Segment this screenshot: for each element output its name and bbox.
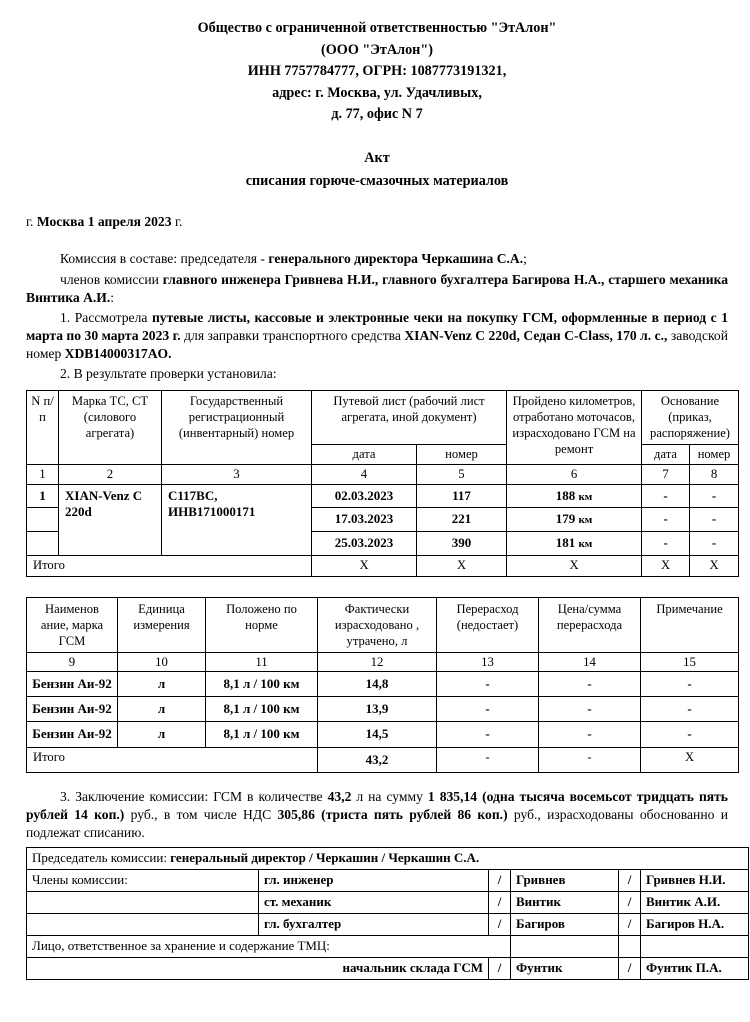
th-registration-number: Государственный регистрационный (инвентарный) номер: [162, 391, 312, 465]
conclusion-text-d: руб., израсходованы обоснованно и подлежат списанию.: [26, 807, 728, 841]
conclusion-amount: 1 835,14 (одна тысяча восемьсот тридцать пять рублей 14 коп.): [26, 789, 728, 823]
th-waybill-date: дата: [312, 444, 417, 465]
member-position: гл. бухгалтер: [259, 914, 489, 936]
slash-separator: /: [489, 914, 511, 936]
storage-signature: Фунтик: [511, 957, 619, 979]
colnum-9: 9: [27, 652, 118, 671]
city-date-suffix: г.: [174, 214, 183, 230]
organization-header: [26, 18, 728, 126]
total-basis-date: X: [642, 556, 690, 577]
cell-waybill-number: 390: [417, 532, 507, 556]
org-address-line1: адрес: г. Москва, ул. Удачливых,: [272, 84, 482, 101]
cell-norm: 8,1 л / 100 км: [206, 697, 318, 722]
chairman-label: Председатель комиссии:: [32, 850, 171, 866]
vehicle-mileage-table: [26, 390, 739, 577]
colnum-14: 14: [539, 652, 641, 671]
storage-responsible-label: Лицо, ответственное за хранение и содержание ТМЦ:: [27, 936, 511, 958]
signatures-table: [26, 847, 749, 979]
cell-waybill-date: 02.03.2023: [312, 484, 417, 508]
table1-header-row: [27, 391, 739, 445]
members-intro-text: членов комиссии: [60, 271, 163, 287]
mileage-unit: км: [578, 490, 593, 503]
fuel-consumption-table: [26, 597, 739, 773]
document-subtitle: списания горюче-смазочных материалов: [245, 173, 509, 190]
storage-position: начальник склада ГСМ: [27, 957, 489, 979]
colnum-1: 1: [27, 465, 59, 484]
cell-basis-number: -: [690, 508, 739, 532]
conclusion-vat: 305,86 (триста пять рублей 86 коп.): [277, 807, 508, 823]
cell-basis-date: -: [642, 508, 690, 532]
cell-actual: 14,8: [318, 671, 437, 696]
member-signature: Багиров: [511, 914, 619, 936]
th-waybill: Путевой лист (рабочий лист агрегата, иной документ): [312, 391, 507, 445]
cell-basis-number: -: [690, 484, 739, 508]
slash-separator: /: [489, 957, 511, 979]
cell-vehicle-brand: XIAN-Venz C 220d: [59, 484, 162, 556]
org-address-line2: д. 77, офис N 7: [331, 106, 423, 123]
member-signature-row: [27, 870, 749, 892]
conclusion-text-a: Заключение комиссии: ГСМ в количестве: [75, 789, 328, 805]
table-row: [27, 722, 739, 747]
document-title-block: [26, 148, 728, 193]
clause-1-paragraph: [26, 309, 728, 363]
slash-separator: /: [619, 892, 641, 914]
colnum-8: 8: [690, 465, 739, 484]
colnum-7: 7: [642, 465, 690, 484]
commission-intro-suffix: ;: [523, 251, 527, 267]
cell-fuel-name: Бензин Аи-92: [27, 697, 118, 722]
cell-overuse: -: [437, 671, 539, 696]
total-actual: 43,2: [318, 747, 437, 772]
cell-basis-number: -: [690, 532, 739, 556]
mileage-unit: км: [578, 538, 593, 551]
clause-1-text-b: для заправки транспортного средства: [180, 327, 405, 343]
empty-cell: [619, 936, 641, 958]
cell-unit: л: [118, 722, 206, 747]
empty-cell: [27, 892, 259, 914]
th-basis-number: номер: [690, 444, 739, 465]
clause-2-paragraph: [26, 365, 728, 383]
mileage-value: 188: [555, 487, 576, 503]
conclusion-text-b: л на сумму: [351, 789, 428, 805]
th-basis: Основание (приказ, распоряжение): [642, 391, 739, 445]
th-mileage: Пройдено километров, отработано моточасов, израсходовано ГСМ на ремонт: [507, 391, 642, 465]
storage-name: Фунтик П.А.: [641, 957, 749, 979]
total-mileage: X: [507, 556, 642, 577]
clause-1-text-a: Рассмотрела: [74, 309, 152, 325]
commission-chairman-paragraph: [26, 250, 728, 268]
member-position: гл. инженер: [259, 870, 489, 892]
member-signature: Винтик: [511, 892, 619, 914]
th-actual: Фактически израсходовано , утрачено, л: [318, 598, 437, 653]
cell-note: -: [641, 671, 739, 696]
th-note: Примечание: [641, 598, 739, 653]
th-price: Цена/сумма перерасхода: [539, 598, 641, 653]
chairman-position-signature: генеральный директор / Черкашин / Черкашин С.А.: [170, 850, 480, 866]
th-norm: Положено по норме: [206, 598, 318, 653]
cell-waybill-date: 17.03.2023: [312, 508, 417, 532]
cell-waybill-number: 117: [417, 484, 507, 508]
slash-separator: /: [619, 957, 641, 979]
colnum-4: 4: [312, 465, 417, 484]
th-overuse: Перерасход (недостает): [437, 598, 539, 653]
cell-overuse: -: [437, 722, 539, 747]
org-name-full: Общество с ограниченной ответственностью "ЭтАлон": [197, 20, 557, 36]
member-signature-row: [27, 914, 749, 936]
chairman-position-name: генерального директора Черкашина С.А.: [268, 251, 524, 267]
th-row-number: N п/ п: [27, 391, 59, 465]
conclusion-number: 3.: [60, 789, 76, 805]
th-fuel-name: Наименов ание, марка ГСМ: [27, 598, 118, 653]
cell-mileage: [507, 508, 642, 532]
mileage-unit: км: [578, 514, 593, 527]
commission-members-paragraph: [26, 271, 728, 307]
empty-cell: [27, 914, 259, 936]
cell-waybill-number: 221: [417, 508, 507, 532]
slash-separator: /: [489, 892, 511, 914]
member-name: Гривнев Н.И.: [641, 870, 749, 892]
cell-actual: 13,9: [318, 697, 437, 722]
colnum-10: 10: [118, 652, 206, 671]
clause-1-vin: XDB14000317AO.: [64, 345, 172, 361]
cell-row-number: [27, 508, 59, 532]
document-title: Акт: [364, 149, 390, 166]
th-basis-date: дата: [642, 444, 690, 465]
cell-unit: л: [118, 697, 206, 722]
members-intro-suffix: :: [110, 289, 115, 305]
cell-norm: 8,1 л / 100 км: [206, 722, 318, 747]
cell-mileage: [507, 484, 642, 508]
table2-header-row: [27, 598, 739, 653]
cell-mileage: [507, 532, 642, 556]
clause-1-number: 1.: [60, 309, 75, 325]
cell-unit: л: [118, 671, 206, 696]
th-vehicle-brand: Марка ТС, СТ (силового агрегата): [59, 391, 162, 465]
table1-column-numbers-row: [27, 465, 739, 484]
mileage-value: 179: [555, 511, 576, 527]
colnum-13: 13: [437, 652, 539, 671]
cell-price: -: [539, 722, 641, 747]
cell-basis-date: -: [642, 484, 690, 508]
org-inn-ogrn: ИНН 7757784777, ОГРН: 1087773191321,: [247, 63, 507, 80]
total-note: X: [641, 747, 739, 772]
empty-cell: [511, 936, 619, 958]
conclusion-text-c: руб., в том числе НДС: [124, 807, 278, 823]
clause-1-text-c: заводской номер: [26, 327, 728, 361]
total-label: Итого: [27, 747, 318, 772]
mileage-value: 181: [555, 535, 576, 551]
slash-separator: /: [619, 870, 641, 892]
members-label: Члены комиссии:: [27, 870, 259, 892]
total-overuse: -: [437, 747, 539, 772]
member-signature-row: [27, 892, 749, 914]
clause-1-vehicle: XIAN-Venz C 220d, Седан C-Class, 170 л. с.,: [404, 327, 668, 343]
clause-2-text: 2. В результате проверки установила:: [60, 365, 277, 381]
table2-column-numbers-row: [27, 652, 739, 671]
total-label: Итого: [27, 556, 312, 577]
table1-total-row: [27, 556, 739, 577]
chairman-signature-cell: [27, 848, 749, 870]
total-waybill-date: X: [312, 556, 417, 577]
th-unit: Единица измерения: [118, 598, 206, 653]
cell-price: -: [539, 671, 641, 696]
members-positions-names: главного инженера Гривнева Н.И., главного бухгалтера Багирова Н.А., старшего механика Винтика А.И.: [26, 271, 728, 305]
cell-fuel-name: Бензин Аи-92: [27, 722, 118, 747]
colnum-2: 2: [59, 465, 162, 484]
city-date-prefix: г.: [26, 214, 34, 230]
cell-row-number: [27, 532, 59, 556]
table-row: [27, 697, 739, 722]
clause-1-documents: путевые листы, кассовые и электронные чеки на покупку ГСМ, оформленные в период с 1 марта по 30 марта 2023 г.: [26, 309, 729, 343]
total-basis-number: X: [690, 556, 739, 577]
member-signature: Гривнев: [511, 870, 619, 892]
cell-basis-date: -: [642, 532, 690, 556]
commission-intro-text: Комиссия в составе: председателя -: [60, 251, 269, 267]
cell-registration-number: С117ВС, ИНВ171000171: [162, 484, 312, 556]
cell-note: -: [641, 722, 739, 747]
colnum-5: 5: [417, 465, 507, 484]
member-name: Багиров Н.А.: [641, 914, 749, 936]
slash-separator: /: [619, 914, 641, 936]
city-date-value: Москва 1 апреля 2023: [36, 214, 172, 230]
cell-norm: 8,1 л / 100 км: [206, 671, 318, 696]
cell-row-number: 1: [27, 484, 59, 508]
colnum-3: 3: [162, 465, 312, 484]
conclusion-quantity: 43,2: [327, 789, 352, 805]
empty-cell: [641, 936, 749, 958]
chairman-signature-row: [27, 848, 749, 870]
colnum-12: 12: [318, 652, 437, 671]
cell-fuel-name: Бензин Аи-92: [27, 671, 118, 696]
storage-responsible-label-row: [27, 936, 749, 958]
slash-separator: /: [489, 870, 511, 892]
th-waybill-number: номер: [417, 444, 507, 465]
cell-price: -: [539, 697, 641, 722]
total-price: -: [539, 747, 641, 772]
member-position: ст. механик: [259, 892, 489, 914]
colnum-6: 6: [507, 465, 642, 484]
storage-responsible-signature-row: [27, 957, 749, 979]
colnum-11: 11: [206, 652, 318, 671]
colnum-15: 15: [641, 652, 739, 671]
table-row: [27, 484, 739, 508]
cell-note: -: [641, 697, 739, 722]
cell-overuse: -: [437, 697, 539, 722]
member-name: Винтик А.И.: [641, 892, 749, 914]
cell-waybill-date: 25.03.2023: [312, 532, 417, 556]
org-name-short: (ООО "ЭтАлон"): [321, 41, 433, 58]
cell-actual: 14,5: [318, 722, 437, 747]
city-date-line: [26, 214, 728, 230]
total-waybill-number: X: [417, 556, 507, 577]
table-row: [27, 671, 739, 696]
table2-total-row: [27, 747, 739, 772]
conclusion-paragraph: [26, 788, 728, 842]
